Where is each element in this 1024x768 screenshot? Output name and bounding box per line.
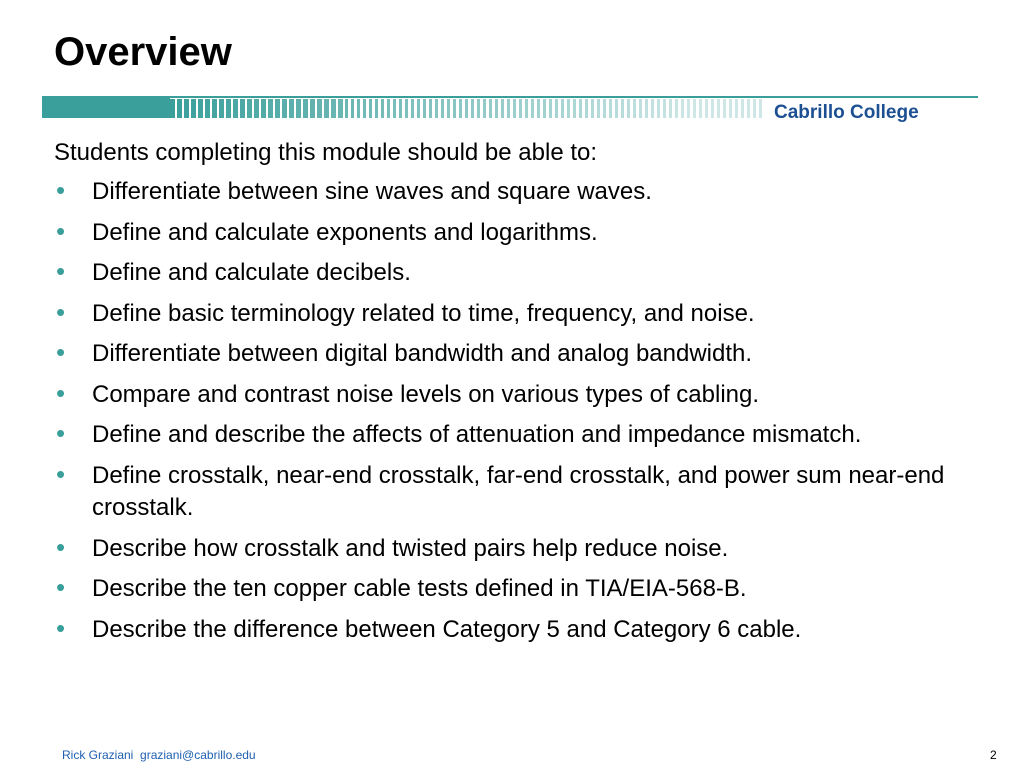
objective-text: Define and describe the affects of attenuation and impedance mismatch. bbox=[92, 421, 862, 448]
bullet-icon: • bbox=[56, 531, 66, 562]
intro-text: Students completing this module should be able to: bbox=[54, 139, 598, 166]
bullet-icon: • bbox=[56, 418, 66, 448]
objective-text: Define basic terminology related to time, frequency, and noise. bbox=[92, 299, 755, 327]
objective-item bbox=[54, 257, 994, 290]
bullet-icon: • bbox=[56, 215, 66, 246]
bullet-icon: • bbox=[56, 572, 66, 602]
objective-item bbox=[54, 573, 994, 606]
bullet-icon: • bbox=[56, 296, 66, 327]
objective-item bbox=[54, 533, 994, 566]
objective-text: Differentiate between sine waves and square waves. bbox=[92, 178, 652, 205]
bullet-icon: • bbox=[56, 337, 66, 367]
college-logo-text: Cabrillo College bbox=[774, 102, 919, 123]
banner-solid-block bbox=[42, 98, 170, 118]
objective-item bbox=[54, 338, 994, 371]
objective-item bbox=[54, 298, 994, 331]
objective-text: Describe how crosstalk and twisted pairs help reduce noise. bbox=[92, 534, 729, 562]
objective-item bbox=[54, 217, 994, 250]
footer-email-link[interactable]: graziani@cabrillo.edu bbox=[140, 748, 256, 762]
bullet-icon: • bbox=[56, 256, 66, 286]
footer-author[interactable] bbox=[62, 748, 256, 762]
objective-item bbox=[54, 460, 994, 525]
objective-text: Compare and contrast noise levels on various types of cabling. bbox=[92, 380, 760, 408]
slide-title: Overview bbox=[54, 30, 232, 74]
objective-item bbox=[54, 419, 994, 452]
objective-text: Define and calculate decibels. bbox=[92, 259, 411, 286]
slide-body bbox=[54, 136, 994, 654]
banner-top-line bbox=[42, 96, 978, 98]
objective-item bbox=[54, 176, 994, 209]
footer-author-name: Rick Graziani bbox=[62, 748, 134, 762]
objectives-list bbox=[54, 176, 994, 646]
bullet-icon: • bbox=[56, 458, 66, 489]
bullet-icon: • bbox=[56, 377, 66, 408]
page-number: 2 bbox=[990, 748, 997, 762]
banner-stripes bbox=[170, 99, 762, 118]
objective-text: Define and calculate exponents and logarithms. bbox=[92, 218, 598, 246]
objective-text: Describe the difference between Category 5 and Category 6 cable. bbox=[92, 615, 802, 643]
objective-text: Define crosstalk, near-end crosstalk, far-end crosstalk, and power sum near-end crosstalk. bbox=[92, 461, 945, 521]
bullet-icon: • bbox=[56, 175, 66, 205]
objective-text: Describe the ten copper cable tests defined in TIA/EIA-568-B. bbox=[92, 575, 747, 602]
objective-text: Differentiate between digital bandwidth and analog bandwidth. bbox=[92, 340, 753, 367]
bullet-icon: • bbox=[56, 612, 66, 643]
objective-item bbox=[54, 379, 994, 412]
objective-item bbox=[54, 614, 994, 647]
